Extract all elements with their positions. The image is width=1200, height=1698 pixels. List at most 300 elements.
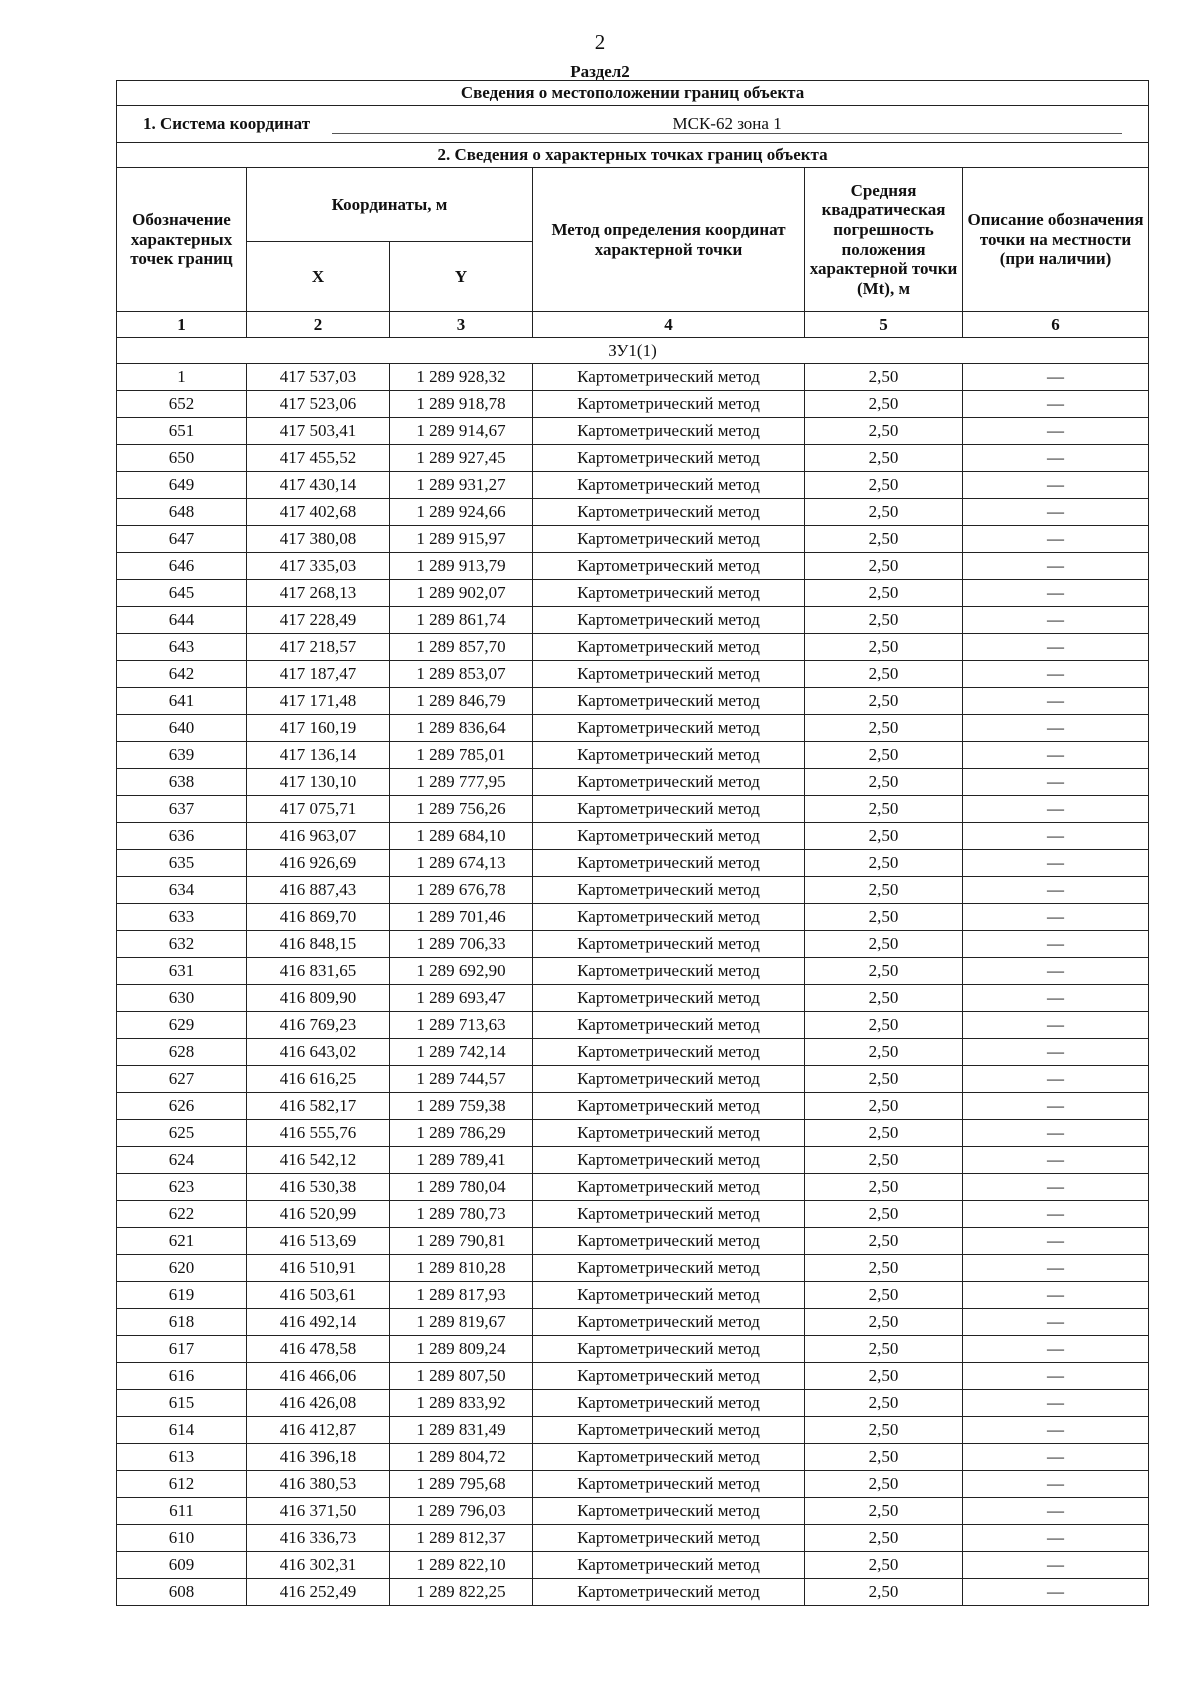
coord-x: 416 513,69 <box>247 1228 390 1255</box>
table-row <box>117 1363 1149 1390</box>
table-row <box>117 418 1149 445</box>
page-number: 2 <box>594 30 606 54</box>
accuracy-cell: 2,50 <box>805 526 963 553</box>
coord-x: 416 510,91 <box>247 1255 390 1282</box>
accuracy-cell: 2,50 <box>805 796 963 823</box>
point-number: 644 <box>117 607 247 634</box>
table-row <box>117 526 1149 553</box>
description-cell: — <box>963 1444 1149 1471</box>
coord-y: 1 289 833,92 <box>390 1390 533 1417</box>
points-section-title: 2. Сведения о характерных точках границ объекта <box>117 143 1149 168</box>
coord-y: 1 289 822,10 <box>390 1552 533 1579</box>
method-cell: Картометрический метод <box>533 958 805 985</box>
coord-x: 416 503,61 <box>247 1282 390 1309</box>
accuracy-cell: 2,50 <box>805 1498 963 1525</box>
table-row <box>117 985 1149 1012</box>
description-cell: — <box>963 1255 1149 1282</box>
point-number: 625 <box>117 1120 247 1147</box>
accuracy-cell: 2,50 <box>805 364 963 391</box>
method-cell: Картометрический метод <box>533 1579 805 1606</box>
header-point-designation: Обозначение характерных точек границ <box>117 168 247 312</box>
point-number: 633 <box>117 904 247 931</box>
accuracy-cell: 2,50 <box>805 1093 963 1120</box>
table-row <box>117 1336 1149 1363</box>
coord-y: 1 289 795,68 <box>390 1471 533 1498</box>
coord-system-value: МСК-62 зона 1 <box>332 114 1122 135</box>
method-cell: Картометрический метод <box>533 1363 805 1390</box>
coord-x: 416 809,90 <box>247 985 390 1012</box>
table-row <box>117 904 1149 931</box>
method-cell: Картометрический метод <box>533 1093 805 1120</box>
table-row <box>117 661 1149 688</box>
column-number: 1 <box>117 312 247 338</box>
coord-y: 1 289 809,24 <box>390 1336 533 1363</box>
description-cell: — <box>963 1390 1149 1417</box>
coord-y: 1 289 759,38 <box>390 1093 533 1120</box>
table-row <box>117 580 1149 607</box>
table-title: Сведения о местоположении границ объекта <box>117 81 1149 106</box>
table-row <box>117 931 1149 958</box>
coord-x: 416 478,58 <box>247 1336 390 1363</box>
coord-y: 1 289 924,66 <box>390 499 533 526</box>
description-cell: — <box>963 1282 1149 1309</box>
accuracy-cell: 2,50 <box>805 1579 963 1606</box>
method-cell: Картометрический метод <box>533 580 805 607</box>
accuracy-cell: 2,50 <box>805 1201 963 1228</box>
point-number: 622 <box>117 1201 247 1228</box>
accuracy-cell: 2,50 <box>805 1039 963 1066</box>
table-row <box>117 1201 1149 1228</box>
method-cell: Картометрический метод <box>533 418 805 445</box>
point-number: 639 <box>117 742 247 769</box>
coord-y: 1 289 744,57 <box>390 1066 533 1093</box>
method-cell: Картометрический метод <box>533 1066 805 1093</box>
table-row <box>117 1282 1149 1309</box>
table-row <box>117 499 1149 526</box>
point-number: 636 <box>117 823 247 850</box>
coord-x: 417 455,52 <box>247 445 390 472</box>
coord-y: 1 289 928,32 <box>390 364 533 391</box>
method-cell: Картометрический метод <box>533 1309 805 1336</box>
coord-y: 1 289 836,64 <box>390 715 533 742</box>
method-cell: Картометрический метод <box>533 1201 805 1228</box>
description-cell: — <box>963 418 1149 445</box>
coord-x: 417 187,47 <box>247 661 390 688</box>
column-number: 4 <box>533 312 805 338</box>
accuracy-cell: 2,50 <box>805 931 963 958</box>
accuracy-cell: 2,50 <box>805 553 963 580</box>
method-cell: Картометрический метод <box>533 1174 805 1201</box>
point-number: 637 <box>117 796 247 823</box>
table-header <box>117 81 1149 364</box>
accuracy-cell: 2,50 <box>805 1390 963 1417</box>
method-cell: Картометрический метод <box>533 1498 805 1525</box>
point-number: 650 <box>117 445 247 472</box>
accuracy-cell: 2,50 <box>805 688 963 715</box>
description-cell: — <box>963 1336 1149 1363</box>
method-cell: Картометрический метод <box>533 1417 805 1444</box>
description-cell: — <box>963 1039 1149 1066</box>
coord-x: 416 963,07 <box>247 823 390 850</box>
point-number: 618 <box>117 1309 247 1336</box>
coord-x: 416 887,43 <box>247 877 390 904</box>
coord-y: 1 289 756,26 <box>390 796 533 823</box>
accuracy-cell: 2,50 <box>805 472 963 499</box>
accuracy-cell: 2,50 <box>805 607 963 634</box>
table-row <box>117 1012 1149 1039</box>
method-cell: Картометрический метод <box>533 796 805 823</box>
accuracy-cell: 2,50 <box>805 499 963 526</box>
method-cell: Картометрический метод <box>533 823 805 850</box>
table-row <box>117 1444 1149 1471</box>
description-cell: — <box>963 796 1149 823</box>
table-row <box>117 634 1149 661</box>
point-number: 623 <box>117 1174 247 1201</box>
table-row <box>117 769 1149 796</box>
accuracy-cell: 2,50 <box>805 1120 963 1147</box>
accuracy-cell: 2,50 <box>805 904 963 931</box>
description-cell: — <box>963 1579 1149 1606</box>
method-cell: Картометрический метод <box>533 1255 805 1282</box>
coord-x: 417 503,41 <box>247 418 390 445</box>
accuracy-cell: 2,50 <box>805 769 963 796</box>
coord-x: 416 769,23 <box>247 1012 390 1039</box>
method-cell: Картометрический метод <box>533 1012 805 1039</box>
coord-y: 1 289 701,46 <box>390 904 533 931</box>
method-cell: Картометрический метод <box>533 1552 805 1579</box>
accuracy-cell: 2,50 <box>805 958 963 985</box>
points-body <box>117 364 1149 1606</box>
table-row <box>117 877 1149 904</box>
accuracy-cell: 2,50 <box>805 1417 963 1444</box>
coord-y: 1 289 857,70 <box>390 634 533 661</box>
coord-x: 417 136,14 <box>247 742 390 769</box>
description-cell: — <box>963 1228 1149 1255</box>
point-number: 646 <box>117 553 247 580</box>
accuracy-cell: 2,50 <box>805 1228 963 1255</box>
point-number: 621 <box>117 1228 247 1255</box>
description-cell: — <box>963 877 1149 904</box>
description-cell: — <box>963 742 1149 769</box>
method-cell: Картометрический метод <box>533 1039 805 1066</box>
header-accuracy: Средняя квадратическая погрешность положения характерной точки (Mt), м <box>805 168 963 312</box>
method-cell: Картометрический метод <box>533 1471 805 1498</box>
coord-y: 1 289 913,79 <box>390 553 533 580</box>
method-cell: Картометрический метод <box>533 715 805 742</box>
description-cell: — <box>963 715 1149 742</box>
description-cell: — <box>963 985 1149 1012</box>
table-row <box>117 1417 1149 1444</box>
description-cell: — <box>963 472 1149 499</box>
method-cell: Картометрический метод <box>533 985 805 1012</box>
table-row <box>117 1255 1149 1282</box>
column-number: 5 <box>805 312 963 338</box>
description-cell: — <box>963 1174 1149 1201</box>
coord-x: 416 926,69 <box>247 850 390 877</box>
point-number: 632 <box>117 931 247 958</box>
coord-y: 1 289 790,81 <box>390 1228 533 1255</box>
point-number: 608 <box>117 1579 247 1606</box>
coord-y: 1 289 831,49 <box>390 1417 533 1444</box>
point-number: 615 <box>117 1390 247 1417</box>
accuracy-cell: 2,50 <box>805 1363 963 1390</box>
coord-y: 1 289 780,04 <box>390 1174 533 1201</box>
coord-x: 416 542,12 <box>247 1147 390 1174</box>
section-title: Раздел2 <box>570 62 630 81</box>
description-cell: — <box>963 1498 1149 1525</box>
accuracy-cell: 2,50 <box>805 1066 963 1093</box>
method-cell: Картометрический метод <box>533 472 805 499</box>
accuracy-cell: 2,50 <box>805 1525 963 1552</box>
accuracy-cell: 2,50 <box>805 1147 963 1174</box>
description-cell: — <box>963 1417 1149 1444</box>
table-row <box>117 553 1149 580</box>
table-row <box>117 1147 1149 1174</box>
accuracy-cell: 2,50 <box>805 445 963 472</box>
description-cell: — <box>963 688 1149 715</box>
accuracy-cell: 2,50 <box>805 877 963 904</box>
header-x: X <box>247 242 390 312</box>
accuracy-cell: 2,50 <box>805 742 963 769</box>
coord-y: 1 289 706,33 <box>390 931 533 958</box>
coord-x: 416 426,08 <box>247 1390 390 1417</box>
coord-y: 1 289 713,63 <box>390 1012 533 1039</box>
table-row <box>117 796 1149 823</box>
description-cell: — <box>963 1363 1149 1390</box>
coord-y: 1 289 676,78 <box>390 877 533 904</box>
point-number: 638 <box>117 769 247 796</box>
method-cell: Картометрический метод <box>533 1336 805 1363</box>
table-row <box>117 850 1149 877</box>
description-cell: — <box>963 1471 1149 1498</box>
coord-x: 416 643,02 <box>247 1039 390 1066</box>
description-cell: — <box>963 931 1149 958</box>
coord-y: 1 289 915,97 <box>390 526 533 553</box>
coord-x: 416 869,70 <box>247 904 390 931</box>
description-cell: — <box>963 1309 1149 1336</box>
description-cell: — <box>963 445 1149 472</box>
coord-y: 1 289 810,28 <box>390 1255 533 1282</box>
table-row <box>117 958 1149 985</box>
coord-y: 1 289 684,10 <box>390 823 533 850</box>
table-row <box>117 1309 1149 1336</box>
point-number: 642 <box>117 661 247 688</box>
description-cell: — <box>963 769 1149 796</box>
coord-y: 1 289 822,25 <box>390 1579 533 1606</box>
coord-x: 416 582,17 <box>247 1093 390 1120</box>
coord-x: 417 075,71 <box>247 796 390 823</box>
point-number: 647 <box>117 526 247 553</box>
accuracy-cell: 2,50 <box>805 1471 963 1498</box>
accuracy-cell: 2,50 <box>805 661 963 688</box>
coord-x: 416 252,49 <box>247 1579 390 1606</box>
column-number: 6 <box>963 312 1149 338</box>
coord-x: 416 848,15 <box>247 931 390 958</box>
method-cell: Картометрический метод <box>533 904 805 931</box>
point-number: 640 <box>117 715 247 742</box>
accuracy-cell: 2,50 <box>805 1174 963 1201</box>
table-row <box>117 742 1149 769</box>
coord-y: 1 289 817,93 <box>390 1282 533 1309</box>
coord-y: 1 289 918,78 <box>390 391 533 418</box>
header-y: Y <box>390 242 533 312</box>
coord-y: 1 289 777,95 <box>390 769 533 796</box>
coord-x: 416 616,25 <box>247 1066 390 1093</box>
table-row <box>117 1471 1149 1498</box>
column-number: 3 <box>390 312 533 338</box>
description-cell: — <box>963 958 1149 985</box>
method-cell: Картометрический метод <box>533 1525 805 1552</box>
table-row <box>117 391 1149 418</box>
table-row <box>117 823 1149 850</box>
coord-y: 1 289 796,03 <box>390 1498 533 1525</box>
method-cell: Картометрический метод <box>533 364 805 391</box>
coord-x: 417 380,08 <box>247 526 390 553</box>
point-number: 1 <box>117 364 247 391</box>
coord-y: 1 289 914,67 <box>390 418 533 445</box>
method-cell: Картометрический метод <box>533 661 805 688</box>
point-number: 626 <box>117 1093 247 1120</box>
method-cell: Картометрический метод <box>533 1444 805 1471</box>
accuracy-cell: 2,50 <box>805 1255 963 1282</box>
method-cell: Картометрический метод <box>533 850 805 877</box>
coord-y: 1 289 693,47 <box>390 985 533 1012</box>
coord-x: 417 430,14 <box>247 472 390 499</box>
method-cell: Картометрический метод <box>533 634 805 661</box>
coord-y: 1 289 931,27 <box>390 472 533 499</box>
accuracy-cell: 2,50 <box>805 1552 963 1579</box>
point-number: 617 <box>117 1336 247 1363</box>
table-row <box>117 715 1149 742</box>
coord-x: 416 396,18 <box>247 1444 390 1471</box>
description-cell: — <box>963 1093 1149 1120</box>
coord-y: 1 289 804,72 <box>390 1444 533 1471</box>
table-row <box>117 1498 1149 1525</box>
point-number: 624 <box>117 1147 247 1174</box>
coord-x: 416 555,76 <box>247 1120 390 1147</box>
coord-y: 1 289 861,74 <box>390 607 533 634</box>
point-number: 614 <box>117 1417 247 1444</box>
coord-y: 1 289 819,67 <box>390 1309 533 1336</box>
description-cell: — <box>963 580 1149 607</box>
coord-y: 1 289 927,45 <box>390 445 533 472</box>
method-cell: Картометрический метод <box>533 1390 805 1417</box>
description-cell: — <box>963 526 1149 553</box>
coord-y: 1 289 846,79 <box>390 688 533 715</box>
description-cell: — <box>963 634 1149 661</box>
accuracy-cell: 2,50 <box>805 634 963 661</box>
table-row <box>117 364 1149 391</box>
coord-x: 417 130,10 <box>247 769 390 796</box>
coord-system-label: 1. Система координат <box>142 113 311 133</box>
description-cell: — <box>963 1147 1149 1174</box>
description-cell: — <box>963 364 1149 391</box>
point-number: 635 <box>117 850 247 877</box>
coord-y: 1 289 789,41 <box>390 1147 533 1174</box>
description-cell: — <box>963 850 1149 877</box>
method-cell: Картометрический метод <box>533 1228 805 1255</box>
method-cell: Картометрический метод <box>533 1282 805 1309</box>
point-number: 628 <box>117 1039 247 1066</box>
coord-x: 417 537,03 <box>247 364 390 391</box>
coord-x: 416 412,87 <box>247 1417 390 1444</box>
coord-x: 417 160,19 <box>247 715 390 742</box>
coord-system-row <box>117 106 1149 143</box>
point-number: 649 <box>117 472 247 499</box>
description-cell: — <box>963 391 1149 418</box>
coord-x: 416 466,06 <box>247 1363 390 1390</box>
description-cell: — <box>963 1552 1149 1579</box>
table-row <box>117 1552 1149 1579</box>
coord-x: 417 268,13 <box>247 580 390 607</box>
method-cell: Картометрический метод <box>533 445 805 472</box>
accuracy-cell: 2,50 <box>805 715 963 742</box>
table-row <box>117 1390 1149 1417</box>
coord-y: 1 289 785,01 <box>390 742 533 769</box>
point-number: 630 <box>117 985 247 1012</box>
point-number: 634 <box>117 877 247 904</box>
table-row <box>117 445 1149 472</box>
coord-y: 1 289 812,37 <box>390 1525 533 1552</box>
point-number: 619 <box>117 1282 247 1309</box>
accuracy-cell: 2,50 <box>805 850 963 877</box>
point-number: 641 <box>117 688 247 715</box>
point-number: 609 <box>117 1552 247 1579</box>
method-cell: Картометрический метод <box>533 553 805 580</box>
description-cell: — <box>963 607 1149 634</box>
coord-y: 1 289 692,90 <box>390 958 533 985</box>
coord-x: 417 523,06 <box>247 391 390 418</box>
coord-y: 1 289 742,14 <box>390 1039 533 1066</box>
description-cell: — <box>963 661 1149 688</box>
point-number: 616 <box>117 1363 247 1390</box>
accuracy-cell: 2,50 <box>805 1282 963 1309</box>
header-method: Метод определения координат характерной точки <box>533 168 805 312</box>
accuracy-cell: 2,50 <box>805 1336 963 1363</box>
description-cell: — <box>963 1201 1149 1228</box>
coord-x: 416 336,73 <box>247 1525 390 1552</box>
method-cell: Картометрический метод <box>533 499 805 526</box>
coord-x: 417 402,68 <box>247 499 390 526</box>
coord-y: 1 289 674,13 <box>390 850 533 877</box>
description-cell: — <box>963 553 1149 580</box>
coord-x: 416 371,50 <box>247 1498 390 1525</box>
point-number: 643 <box>117 634 247 661</box>
table-row <box>117 688 1149 715</box>
accuracy-cell: 2,50 <box>805 580 963 607</box>
method-cell: Картометрический метод <box>533 526 805 553</box>
point-number: 631 <box>117 958 247 985</box>
method-cell: Картометрический метод <box>533 877 805 904</box>
method-cell: Картометрический метод <box>533 391 805 418</box>
coord-x: 417 171,48 <box>247 688 390 715</box>
method-cell: Картометрический метод <box>533 742 805 769</box>
description-cell: — <box>963 1066 1149 1093</box>
table-row <box>117 472 1149 499</box>
point-number: 645 <box>117 580 247 607</box>
point-number: 651 <box>117 418 247 445</box>
point-number: 610 <box>117 1525 247 1552</box>
coord-x: 417 228,49 <box>247 607 390 634</box>
description-cell: — <box>963 1012 1149 1039</box>
parcel-group-label: ЗУ1(1) <box>117 338 1149 364</box>
coord-y: 1 289 780,73 <box>390 1201 533 1228</box>
accuracy-cell: 2,50 <box>805 1012 963 1039</box>
table-row <box>117 1066 1149 1093</box>
table-row <box>117 1174 1149 1201</box>
coord-y: 1 289 786,29 <box>390 1120 533 1147</box>
point-number: 612 <box>117 1471 247 1498</box>
